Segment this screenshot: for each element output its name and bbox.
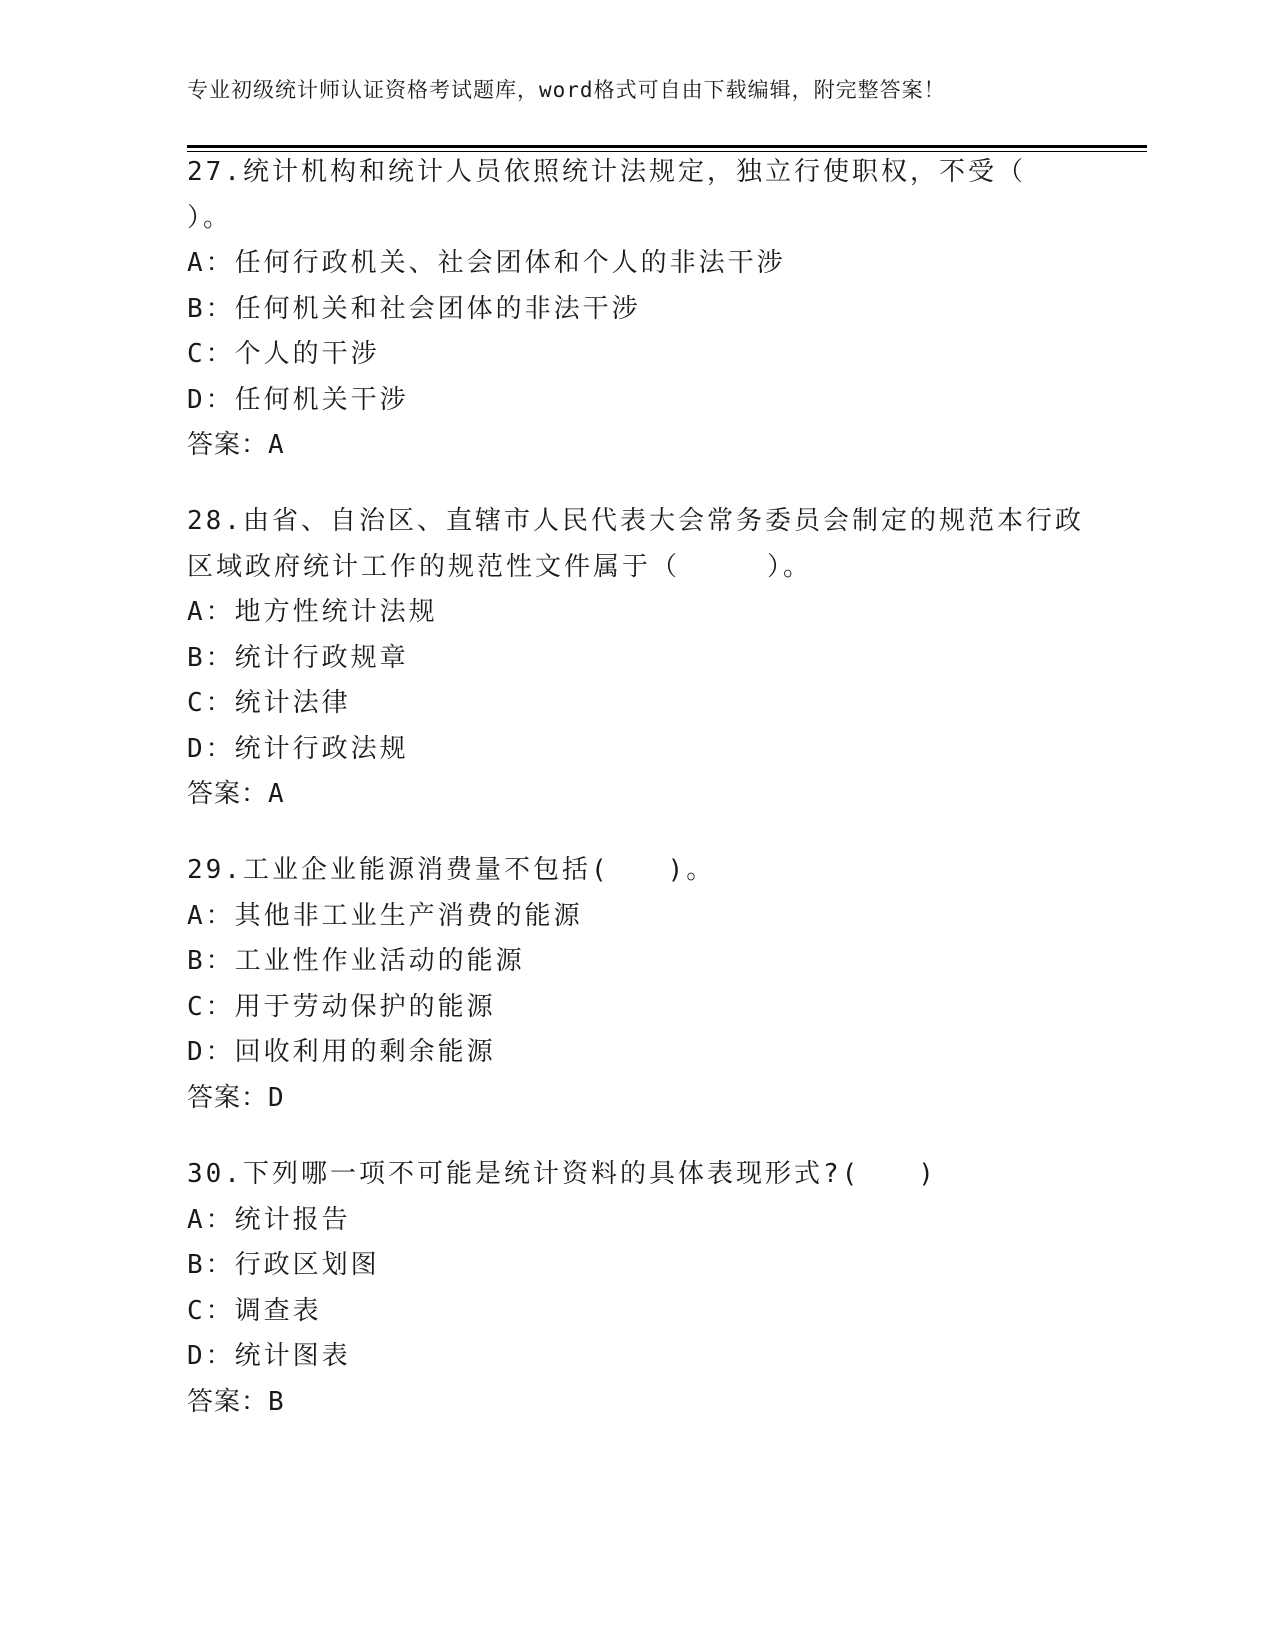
option-c: C：统计法律 [187,688,351,718]
option-b: B：行政区划图 [187,1250,380,1280]
answer: 答案：D [187,1082,285,1113]
option-a: A：统计报告 [187,1204,351,1235]
option-c: C：用于劳动保护的能源 [187,991,496,1022]
option-a: A：地方性统计法规 [187,597,438,627]
question-28 [187,499,1147,818]
question-stem: ）。 [187,202,233,233]
question-stem: 29.工业企业能源消费量不包括( )。 [187,855,716,885]
question-29 [187,848,1147,1121]
option-d: D：统计图表 [187,1341,351,1371]
question-stem: 区域政府统计工作的规范性文件属于（ ）。 [187,551,813,582]
question-30 [187,1152,1147,1425]
document-page [187,0,1147,1650]
option-b: B：任何机关和社会团体的非法干涉 [187,293,641,324]
option-b: B：统计行政规章 [187,642,409,673]
option-a: A：其他非工业生产消费的能源 [187,900,583,931]
option-d: D：任何机关干涉 [187,384,409,415]
header-rule-thick [187,145,1147,148]
option-a: A：任何行政机关、社会团体和个人的非法干涉 [187,248,786,278]
question-27 [187,150,1147,469]
option-c: C：个人的干涉 [187,339,380,369]
answer: 答案：A [187,779,285,809]
question-stem: 30.下列哪一项不可能是统计资料的具体表现形式?( ) [187,1159,937,1189]
question-stem: 27.统计机构和统计人员依照统计法规定，独立行使职权，不受（ [187,157,1026,187]
answer: 答案：B [187,1386,285,1417]
option-d: D：统计行政法规 [187,733,409,764]
answer: 答案：A [187,430,285,460]
option-c: C：调查表 [187,1295,322,1326]
page-header: 专业初级统计师认证资格考试题库，word格式可自由下载编辑，附完整答案！ [187,78,946,102]
question-stem: 28.由省、自治区、直辖市人民代表大会常务委员会制定的规范本行政 [187,506,1084,536]
option-b: B：工业性作业活动的能源 [187,946,525,976]
option-d: D：回收利用的剩余能源 [187,1037,496,1067]
